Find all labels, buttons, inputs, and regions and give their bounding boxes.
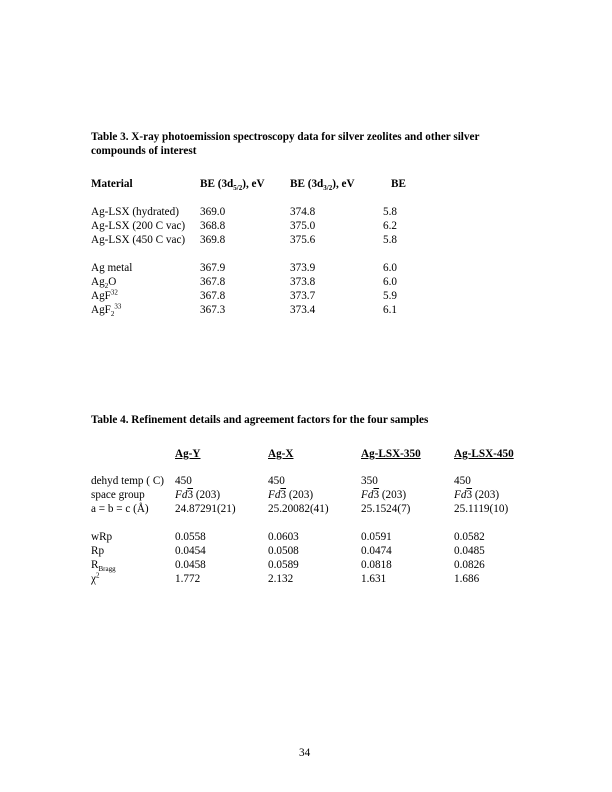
t3-material: AgF$_2^{33}$ <box>91 302 122 319</box>
t3-be32: 375.0 <box>290 220 316 232</box>
t3-be52: 367.3 <box>200 304 226 316</box>
t3-material: $Ag_2O$ <box>91 276 117 291</box>
t3-be32: 373.4 <box>290 304 316 316</box>
t4-row-label: $R_{Bragg}$ <box>91 559 116 574</box>
t4-cell: 0.0582 <box>454 531 485 543</box>
t4-cell: 1.686 <box>454 573 480 585</box>
t4-cell: 1.631 <box>361 573 387 585</box>
table3-caption: Table 3. X-ray photoemission spectroscopy data for silver zeolites and other silver compounds of interest <box>91 131 480 157</box>
t3-be52: 369.0 <box>200 206 226 218</box>
t3-be52: 369.8 <box>200 234 226 246</box>
t4-cell: 0.0485 <box>454 545 485 557</box>
t4-cell: 0.0458 <box>175 559 206 571</box>
t3-be52: 367.9 <box>200 262 226 274</box>
t3-delta: 5.9 <box>383 290 397 302</box>
t4-cell: 25.20082(41) <box>268 503 329 515</box>
table4-caption: Table 4. Refinement details and agreement factors for the four samples <box>91 414 429 426</box>
t4-cell: Fd3 (203) <box>175 489 221 501</box>
t3-be52: 367.8 <box>200 276 226 288</box>
t3-material: AgF$^{32}$ <box>91 288 118 302</box>
t3-be32: 373.8 <box>290 276 316 288</box>
t3-delta: 5.8 <box>383 206 397 218</box>
t4-cell: 0.0508 <box>268 545 299 557</box>
t4-cell: 25.1524(7) <box>361 503 411 515</box>
t4-cell: 450 <box>175 475 192 487</box>
t4-cell: Fd3 (203) <box>361 489 407 501</box>
t4-row-label: a = b = c (Å) <box>91 503 149 515</box>
t4-cell: 25.1119(10) <box>454 503 509 515</box>
t4-col-ag-x: Ag-X <box>268 448 294 460</box>
t4-cell: 0.0826 <box>454 559 485 571</box>
t4-row-label: $\chi^2$ <box>91 571 100 585</box>
t4-cell: Fd3 (203) <box>268 489 314 501</box>
t4-cell: 0.0818 <box>361 559 392 571</box>
t3-be32: 374.8 <box>290 206 316 218</box>
t4-col-ag-y: Ag-Y <box>175 448 201 460</box>
t4-cell: 0.0454 <box>175 545 206 557</box>
t4-cell: 24.87291(21) <box>175 503 236 515</box>
t3-delta: 6.0 <box>383 262 397 274</box>
t4-cell: 450 <box>268 475 285 487</box>
t3-material: Ag metal <box>91 262 133 274</box>
t4-col-ag-lsx-350: Ag-LSX-350 <box>361 448 421 460</box>
t3-be32: 375.6 <box>290 234 316 246</box>
t3-delta: 6.1 <box>383 304 397 316</box>
t4-row-label: Rp <box>91 545 105 557</box>
t3-material: Ag-LSX (450 C vac) <box>91 234 186 246</box>
t3-delta: 5.8 <box>383 234 397 246</box>
t4-cell: 450 <box>454 475 471 487</box>
t4-cell: 350 <box>361 475 378 487</box>
t3-material: Ag-LSX (200 C vac) <box>91 220 186 232</box>
t4-cell: 1.772 <box>175 573 201 585</box>
t4-cell: 0.0589 <box>268 559 299 571</box>
t4-col-ag-lsx-450: Ag-LSX-450 <box>454 448 514 460</box>
t3-be52: 368.8 <box>200 220 226 232</box>
t3-material: Ag-LSX (hydrated) <box>91 206 179 218</box>
t3-header-be52: BE $(3d_{5/2})$, eV <box>200 178 265 193</box>
t3-be32: 373.7 <box>290 290 316 302</box>
t3-header-delta: BE <box>391 178 406 190</box>
t4-cell: 0.0558 <box>175 531 206 543</box>
t3-header-material: Material <box>91 178 133 190</box>
t4-cell: 0.0591 <box>361 531 392 543</box>
t3-delta: 6.0 <box>383 276 397 288</box>
t3-delta: 6.2 <box>383 220 397 232</box>
t4-cell: 0.0474 <box>361 545 392 557</box>
t3-be32: 373.9 <box>290 262 316 274</box>
t4-cell: 0.0603 <box>268 531 299 543</box>
t3-be52: 367.8 <box>200 290 226 302</box>
t4-row-label: dehyd temp ( C) <box>91 475 165 487</box>
t4-row-label: wRp <box>91 531 113 543</box>
t4-row-label: space group <box>91 489 145 501</box>
t4-cell: 2.132 <box>268 573 294 585</box>
t3-header-be32: BE $(3d_{3/2})$, eV <box>290 178 355 193</box>
t4-cell: Fd3 (203) <box>454 489 500 501</box>
page-number: 34 <box>299 747 311 759</box>
